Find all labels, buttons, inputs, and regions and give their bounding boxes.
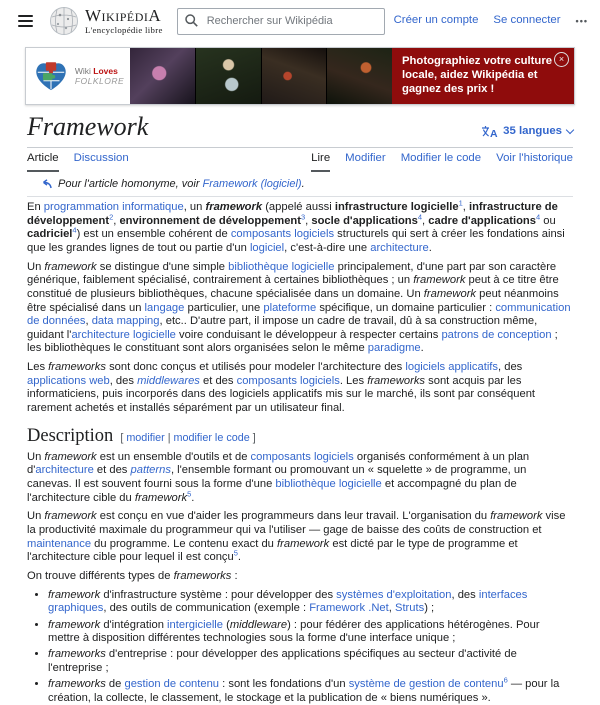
text-run: — pour la création, la collecte, le classement, le stockage et la publication de « biens numériques ». bbox=[48, 678, 560, 704]
chevron-down-icon bbox=[566, 126, 574, 134]
text-run: framework bbox=[490, 510, 543, 523]
text-run: middleware bbox=[229, 618, 288, 631]
text-run: frameworks bbox=[173, 570, 232, 583]
text-run: En bbox=[27, 200, 44, 213]
text-run: Les bbox=[27, 361, 49, 374]
page-title: Framework bbox=[27, 112, 149, 141]
banner-photo bbox=[262, 48, 327, 104]
text-link[interactable]: architecture bbox=[35, 464, 94, 477]
hatnote-text bbox=[58, 178, 305, 191]
text-link[interactable]: logiciel bbox=[249, 241, 285, 254]
reference-link[interactable]: 5 bbox=[233, 548, 238, 558]
text-link[interactable]: maintenance bbox=[27, 537, 92, 550]
text-run: infrastructure de développement bbox=[27, 200, 558, 227]
text-link[interactable]: programmation informatique bbox=[43, 200, 184, 213]
text-run: ) est un ensemble cohérent de bbox=[76, 228, 231, 241]
text-run: Un bbox=[27, 260, 45, 273]
text-run: framework bbox=[44, 260, 97, 273]
login-link[interactable]: Se connecter bbox=[493, 14, 561, 27]
reference-link[interactable]: 6 bbox=[503, 675, 508, 685]
text-run: frameworks bbox=[367, 374, 426, 387]
more-menu-icon[interactable]: ••• bbox=[575, 15, 588, 26]
text-link[interactable]: composants logiciels bbox=[236, 374, 340, 387]
text-run: socle d'applications bbox=[311, 214, 418, 227]
search-icon bbox=[185, 14, 198, 27]
loves-label: Loves bbox=[93, 65, 118, 76]
text-run: , bbox=[85, 315, 92, 328]
header-links bbox=[394, 14, 588, 28]
banner-message-panel[interactable] bbox=[392, 48, 574, 104]
text-run: , etc.. D'autre part, il impose un cadre de travail, dû à sa construction même, guidant l' bbox=[27, 315, 538, 341]
banner-close-icon[interactable]: × bbox=[554, 52, 569, 67]
text-run: . Les bbox=[339, 374, 368, 387]
text-run: principalement, d'une part par son caractère générique, faiblement spécialisé, contrairement à certaines bibliothèques ; un bbox=[27, 260, 557, 287]
text-run: | bbox=[164, 431, 174, 444]
wikipedia-tagline: L'encyclopédie libre bbox=[85, 24, 163, 35]
section-title: Description bbox=[27, 425, 114, 446]
article-container bbox=[0, 105, 600, 705]
text-run: ( bbox=[223, 618, 230, 631]
text-link[interactable]: Struts bbox=[394, 602, 425, 615]
top-header bbox=[0, 0, 600, 42]
banner-photo bbox=[327, 48, 392, 104]
text-run: est un ensemble d'outils et de bbox=[96, 450, 251, 463]
list-item bbox=[48, 675, 573, 705]
text-link[interactable]: modifier bbox=[126, 431, 165, 444]
text-link[interactable]: Framework .Net bbox=[309, 602, 389, 615]
text-run: frameworks bbox=[48, 648, 106, 661]
text-run: peut néanmoins être spécialisé dans un bbox=[27, 287, 559, 314]
text-link[interactable]: composants logiciels bbox=[230, 228, 335, 241]
text-run: framework bbox=[44, 450, 97, 463]
paragraph-usage bbox=[27, 361, 573, 416]
tab-history[interactable]: Voir l'historique bbox=[496, 151, 573, 164]
text-link[interactable]: middlewares bbox=[137, 374, 200, 387]
text-run: sont donc conçus et utilisés pour modeler l'architecture des bbox=[105, 361, 406, 374]
text-run: framework bbox=[48, 588, 101, 601]
text-run: ) ; bbox=[424, 602, 435, 615]
tab-discussion[interactable]: Discussion bbox=[73, 151, 129, 164]
text-run: , des bbox=[498, 361, 523, 374]
list-item bbox=[48, 619, 573, 646]
reference-link[interactable]: 4 bbox=[417, 211, 423, 221]
hatnote bbox=[39, 178, 573, 191]
text-link[interactable]: intergicielle bbox=[167, 618, 224, 631]
paragraph-types-intro bbox=[27, 570, 573, 584]
text-run: framework bbox=[134, 491, 188, 504]
text-run: , bbox=[305, 214, 312, 227]
text-run: Un bbox=[27, 510, 45, 523]
text-run: framework bbox=[423, 287, 477, 300]
reference-link[interactable]: 2 bbox=[109, 211, 114, 221]
text-run: , des bbox=[109, 374, 138, 387]
search-input[interactable] bbox=[205, 14, 369, 28]
text-run: framework bbox=[48, 618, 101, 631]
text-link[interactable]: paradigme bbox=[367, 342, 421, 355]
text-run: . bbox=[237, 551, 242, 564]
text-run: , c'est-à-dire une bbox=[284, 241, 371, 254]
text-link[interactable]: gestion de contenu bbox=[124, 678, 220, 691]
tab-read[interactable]: Lire bbox=[311, 152, 330, 172]
paragraph-definition bbox=[27, 451, 573, 506]
svg-text:A: A bbox=[490, 128, 498, 139]
text-link[interactable]: communication de données bbox=[27, 301, 571, 328]
text-run: On trouve différents types de bbox=[27, 570, 174, 583]
list-item bbox=[48, 589, 573, 616]
text-run: ) : pour fédérer des applications hétérogènes. Pour mettre à disposition différentes technologies sous la forme d'une interface unique ; bbox=[48, 618, 540, 645]
divider bbox=[27, 196, 573, 197]
text-run: framework bbox=[413, 274, 466, 287]
banner-photo bbox=[130, 48, 195, 104]
text-link[interactable]: bibliothèque logicielle bbox=[275, 478, 382, 491]
tab-edit[interactable]: Modifier bbox=[345, 151, 386, 164]
reference-link[interactable]: 5 bbox=[187, 489, 192, 499]
wiki-loves-wordmark bbox=[75, 66, 124, 86]
text-run: spécifique, un domaine particulier : bbox=[316, 301, 496, 314]
text-run: ] bbox=[249, 431, 256, 444]
reference-link[interactable]: 4 bbox=[72, 225, 77, 235]
text-run: Un bbox=[27, 450, 45, 463]
reference-link[interactable]: 4 bbox=[535, 211, 541, 221]
text-run: [ bbox=[120, 431, 127, 444]
reference-link[interactable]: 3 bbox=[300, 211, 306, 221]
text-run: (appelé aussi bbox=[262, 200, 335, 213]
text-run: : sont les fondations d'un bbox=[219, 678, 349, 691]
redirect-arrow-icon bbox=[39, 179, 52, 189]
heart-puzzle-icon bbox=[32, 59, 70, 93]
search-box[interactable] bbox=[177, 8, 385, 35]
text-link[interactable]: plateforme bbox=[263, 301, 317, 314]
text-run: Pour l'article homonyme, voir bbox=[58, 177, 203, 190]
text-link[interactable]: patterns bbox=[130, 464, 171, 477]
wiki-loves-logo bbox=[26, 48, 130, 104]
menu-icon[interactable] bbox=[18, 15, 33, 27]
text-run: . bbox=[428, 241, 432, 254]
text-run: , des bbox=[451, 588, 479, 601]
text-run: est conçu en vue d'aider les programmeurs dans leur travail. L'organisation du bbox=[96, 510, 491, 523]
text-link[interactable]: applications web bbox=[27, 374, 110, 387]
text-run: infrastructure logicielle bbox=[334, 200, 459, 213]
text-run: environnement de développement bbox=[119, 214, 301, 227]
text-run: , l'ensemble formant ou promouvant un « squelette » de programme, un canevas. Il est souvent fourni sous la forme d'une bbox=[27, 464, 527, 491]
text-run: framework bbox=[277, 537, 330, 550]
banner-photo-strip bbox=[130, 48, 392, 104]
text-link[interactable]: architecture bbox=[370, 241, 429, 254]
text-run: , bbox=[462, 200, 469, 213]
text-run: , bbox=[422, 214, 429, 227]
text-run: ou bbox=[540, 214, 556, 227]
list-item bbox=[48, 648, 573, 675]
text-link[interactable]: interfaces graphiques bbox=[48, 588, 528, 615]
text-run: de bbox=[105, 678, 125, 691]
wiki-label: Wiki bbox=[74, 65, 91, 76]
text-run: . bbox=[301, 177, 305, 190]
text-run: , un bbox=[183, 200, 206, 213]
text-run: . bbox=[420, 342, 424, 355]
text-run: , bbox=[388, 602, 395, 615]
section-heading-description bbox=[27, 425, 573, 448]
text-run: et accompagné du plan de l'architecture cible du bbox=[27, 478, 517, 504]
text-link[interactable]: patrons de conception bbox=[441, 328, 552, 341]
paragraph-intro bbox=[27, 198, 573, 256]
title-row bbox=[27, 105, 573, 148]
text-run: particulier, une bbox=[184, 301, 264, 314]
language-count-label: 35 langues bbox=[503, 124, 562, 137]
text-run: frameworks bbox=[48, 361, 106, 374]
text-run: vise la productivité maximale du programmeur qui va l'utiliser — gage de baisse des coûts de construction et bbox=[27, 510, 566, 537]
wikipedia-globe-icon bbox=[49, 5, 79, 37]
text-run: peut à ce titre être constitué de plusieurs bibliothèques, chacune spécialisée dans un domaine. Un bbox=[27, 274, 559, 300]
text-link[interactable]: langage bbox=[144, 301, 185, 314]
wikipedia-wordmark: WikipédiA bbox=[85, 5, 162, 25]
banner-message: Photographiez votre culture locale, aidez Wikipédia et gagnez des prix ! bbox=[402, 55, 553, 95]
text-run: : bbox=[231, 570, 238, 583]
create-account-link[interactable]: Créer un compte bbox=[393, 14, 479, 27]
text-link[interactable]: data mapping bbox=[91, 315, 160, 328]
text-run: d'entreprise : pour développer des applications spécifiques au secteur d'activité de l'entreprise ; bbox=[48, 648, 517, 674]
text-run: cadriciel bbox=[27, 228, 73, 241]
reference-link[interactable]: 1 bbox=[458, 198, 463, 208]
language-icon bbox=[481, 125, 498, 138]
paragraph-distinction bbox=[27, 261, 573, 357]
text-run: du programme. Le contenu exact du bbox=[91, 537, 278, 550]
text-run: voire conduisant le développeur à respecter certains bbox=[175, 328, 442, 341]
folklore-label: FOLKLORE bbox=[74, 76, 125, 86]
text-run: et des bbox=[199, 374, 237, 387]
text-run: ; les bibliothèques le constituant sont alors organisées selon le même bbox=[27, 328, 558, 355]
text-run: se distingue d'une simple bbox=[96, 260, 229, 273]
text-run: frameworks bbox=[48, 678, 106, 691]
text-link[interactable]: modifier le code bbox=[173, 431, 250, 444]
text-run: organisés conformément à un plan d' bbox=[27, 450, 530, 477]
text-run: est dicté par le type de programme et l'architecture cible pour lequel il est conçu bbox=[27, 537, 518, 564]
text-run: d'infrastructure système : pour développer des bbox=[100, 588, 337, 601]
text-run: , bbox=[113, 214, 120, 227]
framework-types-list bbox=[27, 589, 573, 705]
text-run: d'intégration bbox=[100, 618, 168, 631]
text-run: framework bbox=[44, 510, 97, 523]
text-link[interactable]: systèmes d'exploitation bbox=[336, 588, 452, 601]
paragraph-goal bbox=[27, 510, 573, 565]
wiki-loves-folklore-banner[interactable] bbox=[25, 47, 575, 105]
text-link[interactable]: architecture logicielle bbox=[71, 328, 176, 341]
edit-section-links bbox=[120, 432, 255, 445]
text-link[interactable]: logiciels applicatifs bbox=[405, 361, 499, 374]
tab-edit-source[interactable]: Modifier le code bbox=[400, 151, 482, 164]
tab-article[interactable]: Article bbox=[27, 152, 59, 172]
text-link[interactable]: bibliothèque logicielle bbox=[228, 260, 335, 273]
language-selector[interactable] bbox=[481, 125, 573, 142]
text-run: , des outils de communication (exemple : bbox=[103, 602, 310, 615]
page-toolbar bbox=[27, 152, 573, 172]
text-run: . bbox=[191, 491, 195, 504]
text-run: cadre d'applications bbox=[428, 214, 536, 227]
text-link[interactable]: système de gestion de contenu bbox=[348, 678, 504, 691]
text-run: framework bbox=[205, 200, 263, 213]
text-run: et des bbox=[93, 464, 131, 477]
wikipedia-logo[interactable] bbox=[49, 5, 163, 37]
text-link[interactable]: composants logiciels bbox=[250, 450, 354, 463]
text-run: structurels qui sert à créer les fondations ainsi que les grandes lignes de tout ou partie d'un bbox=[27, 228, 565, 254]
text-link[interactable]: Framework (logiciel) bbox=[202, 177, 302, 190]
text-run: sont acquis par les informaticiens, puis incorporés dans des logiciels applicatifs mis sur le marché, ils sont par conséquent rarement achetés et installés séparément par un utilisateur final. bbox=[27, 374, 536, 415]
banner-photo bbox=[196, 48, 261, 104]
